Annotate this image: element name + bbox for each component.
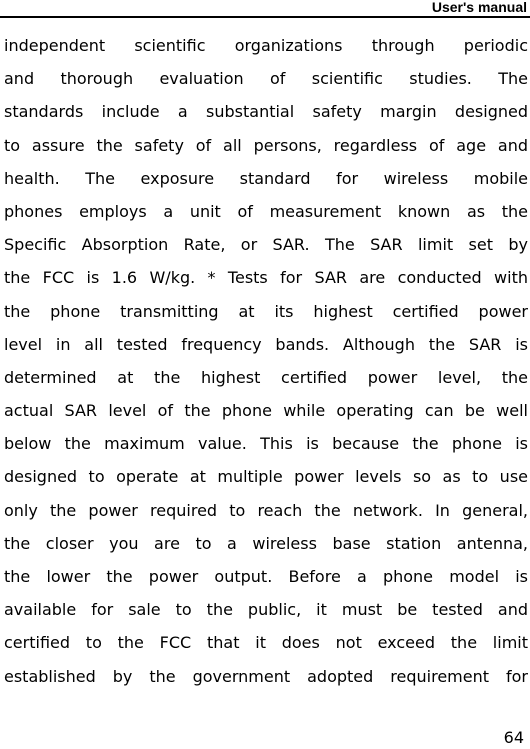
page-number: 64 [503,728,524,747]
text-line: established by the government adopted requirement for [4,666,528,686]
text-line: designed to operate at multiple power levels so as to use [4,467,528,487]
body-paragraph [4,29,528,693]
text-line: independent scientific organizations through periodic [4,36,528,55]
text-line: health. The exposure standard for wireless mobile [4,168,528,188]
text-line: certified to the FCC that it does not exceed the limit [4,633,528,653]
text-line: the closer you are to a wireless base station antenna, [4,533,528,553]
text-line: actual SAR level of the phone while operating can be well [4,401,528,421]
header-title: User's manual [431,0,527,15]
page-header [0,0,530,18]
text-line: available for sale to the public, it must be tested and [4,600,528,620]
text-line: standards include a substantial safety margin designed [4,102,528,122]
text-line: below the maximum value. This is because the phone is [4,434,528,454]
text-line: Specific Absorption Rate, or SAR. The SAR limit set by [4,235,528,255]
text-line: phones employs a unit of measurement known as the [4,201,528,221]
text-line: only the power required to reach the network. In general, [4,500,528,520]
text-line: and thorough evaluation of scientific studies. The [4,69,528,89]
text-line: the FCC is 1.6 W/kg. * Tests for SAR are conducted with [4,268,528,288]
text-line: determined at the highest certified power level, the [4,367,528,387]
text-line: level in all tested frequency bands. Although the SAR is [4,334,528,354]
text-line: to assure the safety of all persons, regardless of age and [4,135,528,155]
text-line: the phone transmitting at its highest certified power [4,301,528,321]
text-line: the lower the power output. Before a phone model is [4,567,528,586]
